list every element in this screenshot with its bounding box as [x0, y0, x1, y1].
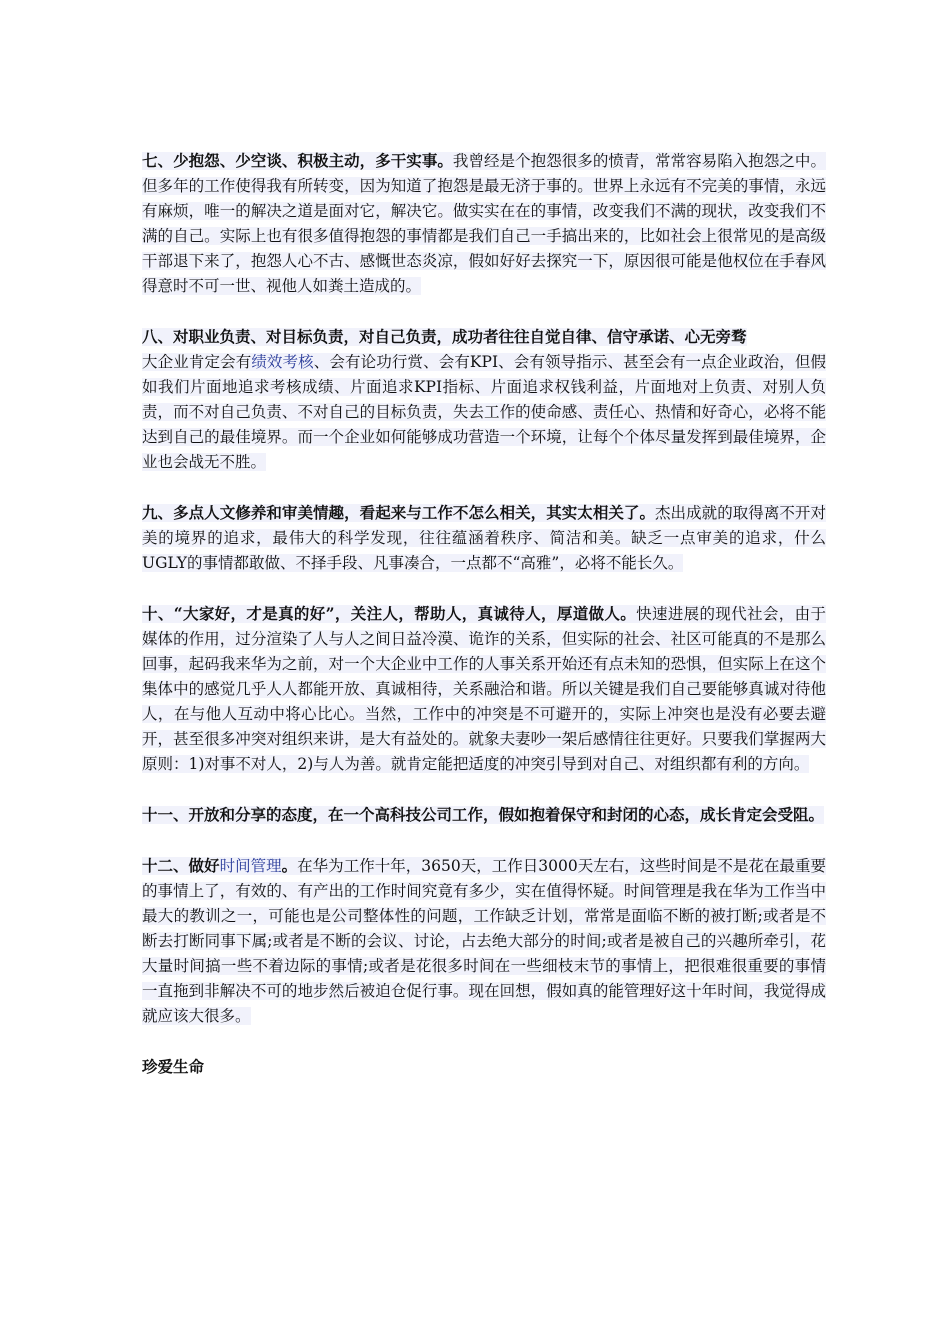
section-7-heading: 七、少抱怨、少空谈、积极主动，多干实事。: [142, 151, 453, 170]
section-11-heading: 十一、开放和分享的态度，在一个高科技公司工作，假如抱着保守和封闭的心态，成长肯定会受阻。: [142, 805, 825, 824]
section-9-heading: 九、多点人文修养和审美情趣，看起来与工作不怎么相关，其实太相关了。: [142, 503, 656, 522]
section-12: [142, 853, 826, 1029]
closing-heading: 珍爱生命: [142, 1057, 205, 1076]
section-12-body: 在华为工作十年，3650天，工作日3000天左右，这些时间是不是花在最重要的事情上了，有效的、有产出的工作时间究竟有多少，实在值得怀疑。时间管理是我在华为工作当中最大的教训之一，可能也是公司整体性的问题，工作缺乏计划，常常是面临不断的被打断;或者是不断去打断同事下属;或者是不断的会议、讨论，占去绝大部分的时间;或者是被自己的兴趣所牵引，花大量时间搞一些不着边际的事情;或者是花很多时间在一些细枝末节的事情上，把很难很重要的事情一直拖到非解决不可的地步然后被迫仓促行事。现在回想，假如真的能管理好这十年时间，我觉得成就应该大很多。: [142, 857, 826, 1025]
section-11: [142, 802, 826, 828]
section-12-heading-end: 。: [281, 856, 298, 875]
section-10: [142, 601, 826, 777]
section-12-heading-lead: 十二、做好: [142, 856, 220, 875]
section-8-body-lead: 大企业肯定会有: [142, 353, 252, 371]
section-10-heading: 十、“大家好，才是真的好”，关注人，帮助人，真诚待人，厚道做人。: [142, 604, 637, 623]
section-7: [142, 148, 826, 299]
section-7-body: 我曾经是个抱怨很多的愤青，常常容易陷入抱怨之中。但多年的工作使得我有所转变，因为知道了抱怨是最无济于事的。世界上永远有不完美的事情，永远有麻烦，唯一的解决之道是面对它，解决它。做实实在在的事情，改变我们不满的现状，改变我们不满的自己。实际上也有很多值得抱怨的事情都是我们自己一手搞出来的，比如社会上很常见的是高级干部退下来了，抱怨人心不古、感慨世态炎凉，假如好好去探究一下，原因很可能是他权位在手春风得意时不可一世、视他人如粪土造成的。: [142, 152, 826, 295]
performance-review-link[interactable]: 绩效考核: [251, 353, 314, 371]
section-9: [142, 500, 826, 576]
document-page: [142, 148, 826, 1079]
time-management-link[interactable]: 时间管理: [219, 857, 282, 875]
section-8-heading: 八、对职业负责、对目标负责，对自己负责，成功者往往自觉自律、信守承诺、心无旁骛: [142, 327, 747, 346]
section-8-body: 、会有论功行赏、会有KPI、会有领导指示、甚至会有一点企业政治，但假如我们片面地追求考核成绩、片面追求KPI指标、片面追求权钱利益，片面地对上负责、对别人负责，而不对自己负责、不对自己的目标负责，失去工作的使命感、责任心、热情和好奇心，必将不能达到自己的最佳境界。而一个企业如何能够成功营造一个环境，让每个个体尽量发挥到最佳境界，企业也会战无不胜。: [142, 353, 826, 471]
section-8: [142, 324, 826, 475]
section-10-body: 快速进展的现代社会，由于媒体的作用，过分渲染了人与人之间日益冷漠、诡诈的关系，但实际的社会、社区可能真的不是那么回事，起码我来华为之前，对一个大企业中工作的人事关系开始还有点未知的恐惧，但实际上在这个集体中的感觉几乎人人都能开放、真诚相待，关系融洽和谐。所以关键是我们自己要能够真诚对待他人，在与他人互动中将心比心。当然，工作中的冲突是不可避开的，实际上冲突也是没有必要去避开，甚至很多冲突对组织来讲，是大有益处的。就象夫妻吵一架后感情往往更好。只要我们掌握两大原则：1)对事不对人，2)与人为善。就肯定能把适度的冲突引导到对自己、对组织都有利的方向。: [142, 605, 826, 773]
section-9-body: 杰出成就的取得离不开对美的境界的追求，最伟大的科学发现，往往蕴涵着秩序、简洁和美。缺乏一点审美的追求，什么UGLY的事情都敢做、不择手段、凡事凑合，一点都不“高雅”，必将不能长久。: [142, 504, 826, 572]
